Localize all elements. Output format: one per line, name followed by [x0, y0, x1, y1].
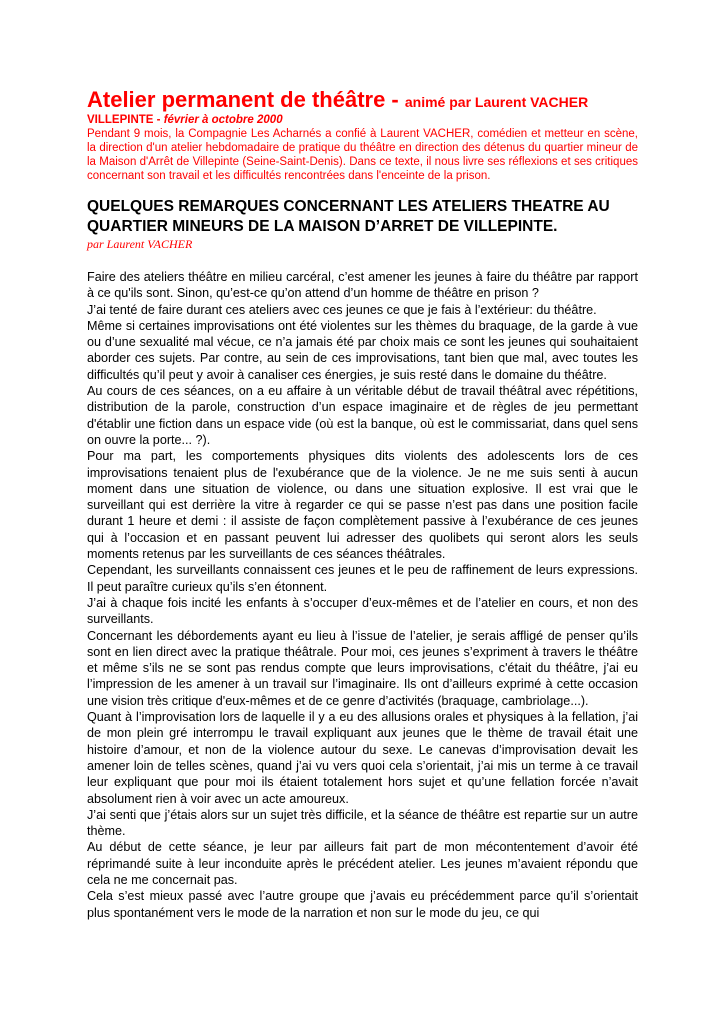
paragraph: J’ai senti que j’étais alors sur un sujet très difficile, et la séance de théâtre est repartie sur un autre thème. — [87, 807, 638, 839]
paragraph: Pour ma part, les comportements physiques dits violents des adolescents lors de ces improvisations tenaient plus de l'exubérance que de la violence. Je ne me suis senti à aucun moment dans une situation de violence, ou dans une situation explosive. Il est vrai que le surveillant qui est derrière la vitre à regarder ce qui se passe n’est pas dans une position facile durant 1 heure et demi : il assiste de façon complètement passive à l’exubérance de ces jeunes qui à l’occasion et en passant peuvent lui adresser des quolibets qui seront alors les seuls moments retenus par les surveillants de ces séances théâtrales. — [87, 449, 638, 562]
article-title — [87, 88, 638, 114]
paragraph: Concernant les débordements ayant eu lieu à l’issue de l’atelier, je serais affligé de penser qu’ils sont en lien direct avec la pratique théâtrale. Pour moi, ces jeunes s’expriment à travers le théâtre et même s’ils ne se sont pas rendus compte que leurs improvisations, c'était du théâtre, j’ai eu l’impression de les amener à un travail sur l’imaginaire. Ils ont d’ailleurs exprimé à cette occasion une vision très critique d'eux-mêmes et de ce genre d’activités (braquage, cambriolage...). — [87, 628, 638, 708]
article-body — [87, 269, 638, 921]
paragraph: J’ai à chaque fois incité les enfants à s’occuper d’eux-mêmes et de l’atelier en cours, et non des surveillants. — [87, 595, 638, 627]
section-heading: QUELQUES REMARQUES CONCERNANT LES ATELIERS THEATRE AU QUARTIER MINEURS DE LA MAISON D’ARRET DE VILLEPINTE. — [87, 198, 610, 235]
document-page — [87, 88, 638, 921]
byline: par Laurent VACHER — [87, 237, 193, 251]
paragraph: J’ai tenté de faire durant ces ateliers avec ces jeunes ce que je fais à l’extérieur: du théâtre. — [87, 302, 597, 317]
location: VILLEPINTE - — [87, 114, 161, 126]
dates: février à octobre 2000 — [163, 114, 283, 126]
title-subtitle: animé par Laurent VACHER — [404, 94, 589, 110]
paragraph: Cependant, les surveillants connaissent ces jeunes et le peu de raffinement de leurs expressions. Il peut paraître curieux qu’ils s’en étonnent. — [87, 563, 638, 594]
paragraph: Au début de cette séance, je leur par ailleurs fait part de mon mécontentement d’avoir été réprimandé suite à leur inconduite après le précédent atelier. Les jeunes m’avaient répondu que cela ne me concernait pas. — [87, 840, 638, 887]
paragraph: Même si certaines improvisations ont été violentes sur les thèmes du braquage, de la garde à vue ou d’une sexualité mal vécue, ce n’a jamais été par choix mais ce sont les jeunes qui souhaitaient aborder ces sujets. Par contre, au sein de ces improvisations, tant bien que mal, avec toutes les difficultés qu’il peut y avoir à canaliser ces énergies, je suis resté dans le domaine du théâtre. — [87, 318, 638, 382]
paragraph: Cela s’est mieux passé avec l’autre groupe que j’avais eu précédemment parce qu’il s’orientait plus spontanément vers le mode de la narration et non sur le mode du jeu, ce qui — [87, 889, 638, 920]
intro-paragraph: Pendant 9 mois, la Compagnie Les Acharnés a confié à Laurent VACHER, comédien et metteur en scène, la direction d'un atelier hebdomadaire de pratique du théâtre en direction des détenus du quartier mineur de la Maison d'Arrêt de Villepinte (Seine-Saint-Denis). Dans ce texte, il nous livre ses réflexions et ses critiques concernant son travail et les difficultés rencontrées dans l'enceinte de la prison. — [87, 128, 638, 182]
location-dates — [87, 114, 638, 127]
paragraph: Au cours de ces séances, on a eu affaire à un véritable début de travail théâtral avec répétitions, distribution de la parole, construction d’un espace imaginaire et de règles de jeu permettant d'établir une fiction dans un espace vide (où est la banque, où est le commissariat, dans quel sens on ouvre la porte... ?). — [87, 384, 638, 447]
title-main: Atelier permanent de théâtre - — [87, 87, 399, 112]
paragraph: Faire des ateliers théâtre en milieu carcéral, c’est amener les jeunes à faire du théâtre par rapport à ce qu'ils sont. Sinon, qu’est-ce qu’on attend d’un homme de théâtre en prison ? — [87, 270, 638, 301]
paragraph: Quant à l’improvisation lors de laquelle il y a eu des allusions orales et physiques à la fellation, j’ai de mon plein gré interrompu le travail expliquant aux jeunes que le thème de travail était une histoire d’amour, et non de la violence autour du sexe. Le canevas d’improvisation devait les amener loin de telles scènes, quand j’ai vu vers quoi cela s’orientait, j’ai mis un terme à ce travail leur expliquant que pour moi ils étaient totalement hors sujet et qu’une fellation forcée n’avait absolument rien à voir avec un acte amoureux. — [87, 710, 638, 806]
